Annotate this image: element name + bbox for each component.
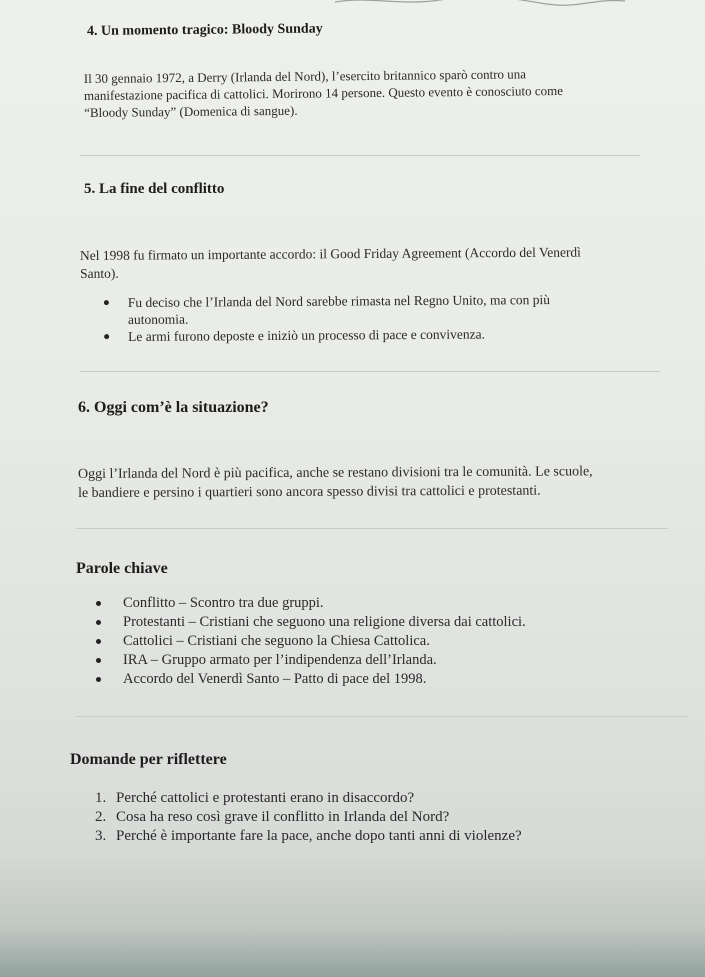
question-1-number: 1. [95,790,107,806]
photo-shadow [0,857,705,977]
bullet-2-line-1: Le armi furono deposte e iniziò un processo di pace e convivenza. [128,326,486,344]
keywords-title: Parole chiave [76,560,168,577]
question-2-number: 2. [95,809,107,825]
keywords-list [123,594,526,689]
keyword-3: Cattolici – Cristiani che seguono la Chiesa Cattolica. [123,633,430,649]
section-4-line-3: “Bloody Sunday” (Domenica di sangue). [84,102,298,120]
divider-2 [80,371,660,372]
question-1-text: Perché cattolici e protestanti erano in disaccordo? [116,790,415,806]
question-3-number: 3. [95,828,107,844]
bullet-icon [96,677,101,682]
question-item [95,808,522,827]
section-6-body [78,462,593,503]
list-item [128,291,550,328]
section-6-line-1: Oggi l’Irlanda del Nord è più pacifica, anche se restano divisioni tra le comunità. Le scuole, [77,464,593,483]
section-4-body [84,65,564,121]
question-item [95,827,522,846]
bullet-icon [104,300,109,305]
keyword-1: Conflitto – Scontro tra due gruppi. [123,595,324,611]
questions-list [95,789,522,846]
section-4-title: 4. Un momento tragico: Bloody Sunday [86,21,323,39]
section-5-bullets [128,291,550,345]
section-5-line-2: Santo). [80,265,119,281]
questions-title: Domande per riflettere [70,751,227,768]
bullet-icon [96,620,101,625]
divider-1 [80,155,640,156]
keyword-item [123,651,526,670]
keyword-item [123,632,526,651]
question-3-text: Perché è importante fare la pace, anche dopo tanti anni di violenze? [116,828,522,844]
keyword-5: Accordo del Venerdì Santo – Patto di pace del 1998. [123,671,427,687]
section-5-title: 5. La fine del conflitto [84,181,225,197]
keyword-item [123,613,526,632]
section-4-line-1: Il 30 gennaio 1972, a Derry (Irlanda del Nord), l’esercito britannico sparò contro una [83,66,527,87]
bullet-icon [96,601,101,606]
question-item [95,789,522,808]
bullet-1-line-2: autonomia. [127,311,189,327]
section-4-line-2: manifestazione pacifica di cattolici. Morirono 14 persone. Questo evento è conosciuto come [83,82,564,103]
list-item [128,325,550,345]
section-6-title: 6. Oggi com’è la situazione? [78,399,269,416]
keyword-4: IRA – Gruppo armato per l’indipendenza dell’Irlanda. [123,652,437,668]
bullet-icon [104,334,109,339]
bleed-through-scribble [330,0,630,8]
bullet-1-line-1: Fu deciso che l’Irlanda del Nord sarebbe rimasta nel Regno Unito, ma con più [127,292,551,311]
section-5-body [80,244,581,283]
divider-4 [76,716,688,717]
question-2-text: Cosa ha reso così grave il conflitto in Irlanda del Nord? [116,809,450,825]
bullet-icon [96,639,101,644]
section-5-line-1: Nel 1998 fu firmato un importante accordo: il Good Friday Agreement (Accordo del Venerdì [79,244,581,264]
keyword-2: Protestanti – Cristiani che seguono una religione diversa dai cattolici. [123,614,526,630]
divider-3 [76,528,668,529]
section-6-line-2: le bandiere e persino i quartieri sono ancora spesso divisi tra cattolici e protestanti. [78,483,541,501]
keyword-item [123,670,526,689]
keyword-item [123,594,526,613]
bullet-icon [96,658,101,663]
